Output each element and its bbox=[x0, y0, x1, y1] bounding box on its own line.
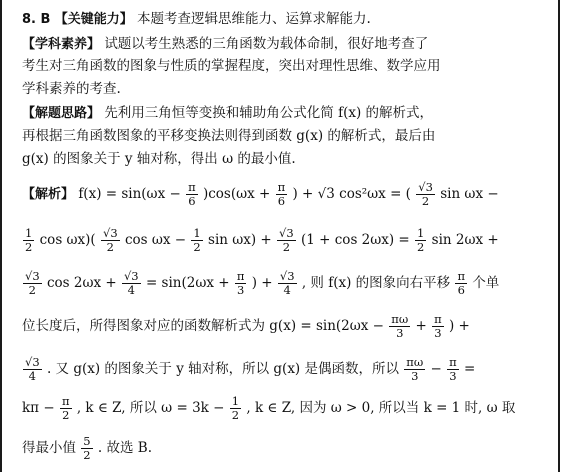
fraction bbox=[81, 435, 92, 462]
fraction bbox=[122, 270, 141, 297]
math-text: kπ − bbox=[22, 400, 55, 416]
denominator: 2 bbox=[417, 240, 425, 254]
solution-line-7 bbox=[22, 433, 152, 463]
math-text: )cos(ωx + bbox=[202, 186, 271, 202]
denominator: 6 bbox=[188, 194, 196, 208]
fraction bbox=[23, 227, 34, 254]
numerator: 1 bbox=[417, 226, 425, 240]
fraction bbox=[278, 270, 297, 297]
math-text: cos ωx − bbox=[124, 232, 187, 248]
math-text: ) + bbox=[251, 275, 273, 291]
numerator: 1 bbox=[193, 226, 201, 240]
math-text: . 故选 B. bbox=[97, 440, 153, 456]
solution-line-4 bbox=[22, 311, 470, 341]
math-text: sin 2ωx + bbox=[431, 232, 499, 248]
math-text: ) + √3 cos²ωx = ( bbox=[292, 186, 411, 202]
numerator: 1 bbox=[231, 394, 240, 408]
solution-line-2 bbox=[22, 225, 499, 255]
denominator: 2 bbox=[28, 283, 36, 297]
fraction bbox=[432, 313, 444, 340]
solution-line-6 bbox=[22, 393, 515, 423]
fraction bbox=[276, 181, 288, 208]
denominator: 4 bbox=[283, 283, 291, 297]
fraction bbox=[455, 270, 467, 297]
math-text: cos 2ωx + bbox=[46, 275, 117, 291]
math-text: ) + bbox=[449, 318, 470, 334]
fraction bbox=[447, 356, 459, 383]
math-text: . 又 g(x) 的图象关于 y 轴对称，所以 g(x) 是偶函数，所以 bbox=[46, 361, 399, 377]
denominator: 2 bbox=[421, 194, 430, 208]
fraction bbox=[60, 395, 72, 422]
denominator: 2 bbox=[25, 240, 33, 254]
denominator: 2 bbox=[83, 448, 91, 462]
numerator: π bbox=[434, 312, 442, 326]
left-border bbox=[0, 0, 2, 472]
fraction bbox=[404, 356, 425, 383]
literacy-tag: 【学科素养】 bbox=[22, 37, 101, 52]
denominator: 3 bbox=[434, 326, 442, 340]
idea-line-3: g(x) 的图象关于 y 轴对称，得出 ω 的最小值. bbox=[22, 151, 296, 167]
denominator: 3 bbox=[396, 326, 404, 340]
numerator: √3 bbox=[103, 226, 118, 240]
numerator: 1 bbox=[25, 226, 33, 240]
math-text: sin ωx − bbox=[440, 186, 499, 202]
numerator: √3 bbox=[123, 269, 139, 283]
numerator: π bbox=[188, 180, 196, 194]
denominator: 4 bbox=[28, 369, 36, 383]
right-border bbox=[558, 0, 560, 472]
numerator: 5 bbox=[83, 434, 91, 448]
solution-line-5 bbox=[22, 354, 475, 384]
answer-line-1 bbox=[22, 10, 371, 29]
numerator: √3 bbox=[25, 355, 40, 369]
literacy-text-1: 试题以考生熟悉的三角函数为载体命制，很好地考查了 bbox=[104, 36, 429, 52]
numerator: π bbox=[61, 394, 70, 408]
fraction bbox=[235, 270, 247, 297]
solution-line-3 bbox=[22, 268, 499, 298]
denominator: 4 bbox=[127, 283, 135, 297]
literacy-line-2: 考生对三角函数的图象与性质的掌握程度，突出对理性思维、数学应用 bbox=[22, 58, 441, 74]
numerator: πω bbox=[406, 355, 424, 369]
denominator: 6 bbox=[277, 194, 286, 208]
denominator: 2 bbox=[231, 408, 240, 422]
fraction bbox=[186, 181, 198, 208]
fraction bbox=[416, 181, 435, 208]
key-ability-text: 本题考查逻辑思维能力、运算求解能力. bbox=[137, 11, 371, 27]
math-text: , k ∈ Z, 因为 ω > 0, 所以当 k = 1 时, ω 取 bbox=[246, 400, 516, 416]
fraction bbox=[101, 227, 120, 254]
math-text: , k ∈ Z, 所以 ω = 3k − bbox=[76, 400, 225, 416]
math-text: 个单 bbox=[472, 275, 500, 291]
numerator: πω bbox=[391, 312, 409, 326]
denominator: 3 bbox=[411, 369, 419, 383]
math-text: = bbox=[464, 361, 476, 377]
key-ability-tag: 【关键能力】 bbox=[54, 12, 133, 27]
denominator: 2 bbox=[62, 408, 70, 422]
math-text: + bbox=[415, 318, 427, 334]
math-text: f(x) = sin(ωx − bbox=[78, 186, 181, 202]
fraction bbox=[23, 356, 42, 383]
math-text: = sin(2ωx + bbox=[145, 275, 230, 291]
denominator: 3 bbox=[236, 283, 245, 297]
math-text: (1 + cos 2ωx) = bbox=[301, 232, 410, 248]
numerator: π bbox=[449, 355, 457, 369]
idea-line-1 bbox=[22, 104, 433, 123]
solution-tag: 【解析】 bbox=[22, 187, 75, 202]
math-text: 位长度后，所得图象对应的函数解析式为 g(x) = sin(2ωx − bbox=[22, 318, 384, 334]
math-text: 得最小值 bbox=[22, 440, 76, 456]
literacy-line-1 bbox=[22, 35, 428, 54]
numerator: π bbox=[236, 269, 245, 283]
numerator: √3 bbox=[279, 269, 295, 283]
fraction bbox=[389, 313, 410, 340]
numerator: π bbox=[457, 269, 466, 283]
math-text: , 则 f(x) 的图象向右平移 bbox=[301, 275, 451, 291]
question-number: 8. B bbox=[22, 12, 51, 27]
numerator: √3 bbox=[25, 269, 40, 283]
fraction bbox=[230, 395, 241, 422]
numerator: √3 bbox=[418, 180, 433, 194]
fraction bbox=[23, 270, 42, 297]
denominator: 2 bbox=[193, 240, 201, 254]
numerator: π bbox=[277, 180, 286, 194]
fraction bbox=[415, 227, 426, 254]
idea-line-2: 再根据三角函数图象的平移变换法则得到函数 g(x) 的解析式，最后由 bbox=[22, 128, 436, 144]
denominator: 3 bbox=[449, 369, 457, 383]
math-text: − bbox=[430, 361, 442, 377]
idea-tag: 【解题思路】 bbox=[22, 106, 101, 121]
fraction bbox=[277, 227, 296, 254]
solution-line-1 bbox=[22, 179, 499, 210]
fraction bbox=[191, 227, 202, 254]
numerator: √3 bbox=[279, 226, 294, 240]
denominator: 2 bbox=[106, 240, 114, 254]
literacy-line-3: 学科素养的考查. bbox=[22, 81, 121, 97]
denominator: 6 bbox=[457, 283, 465, 297]
idea-text-1: 先利用三角恒等变换和辅助角公式化简 f(x) 的解析式， bbox=[104, 105, 434, 121]
math-text: cos ωx)( bbox=[39, 232, 96, 248]
math-text: sin ωx) + bbox=[208, 232, 272, 248]
denominator: 2 bbox=[282, 240, 291, 254]
